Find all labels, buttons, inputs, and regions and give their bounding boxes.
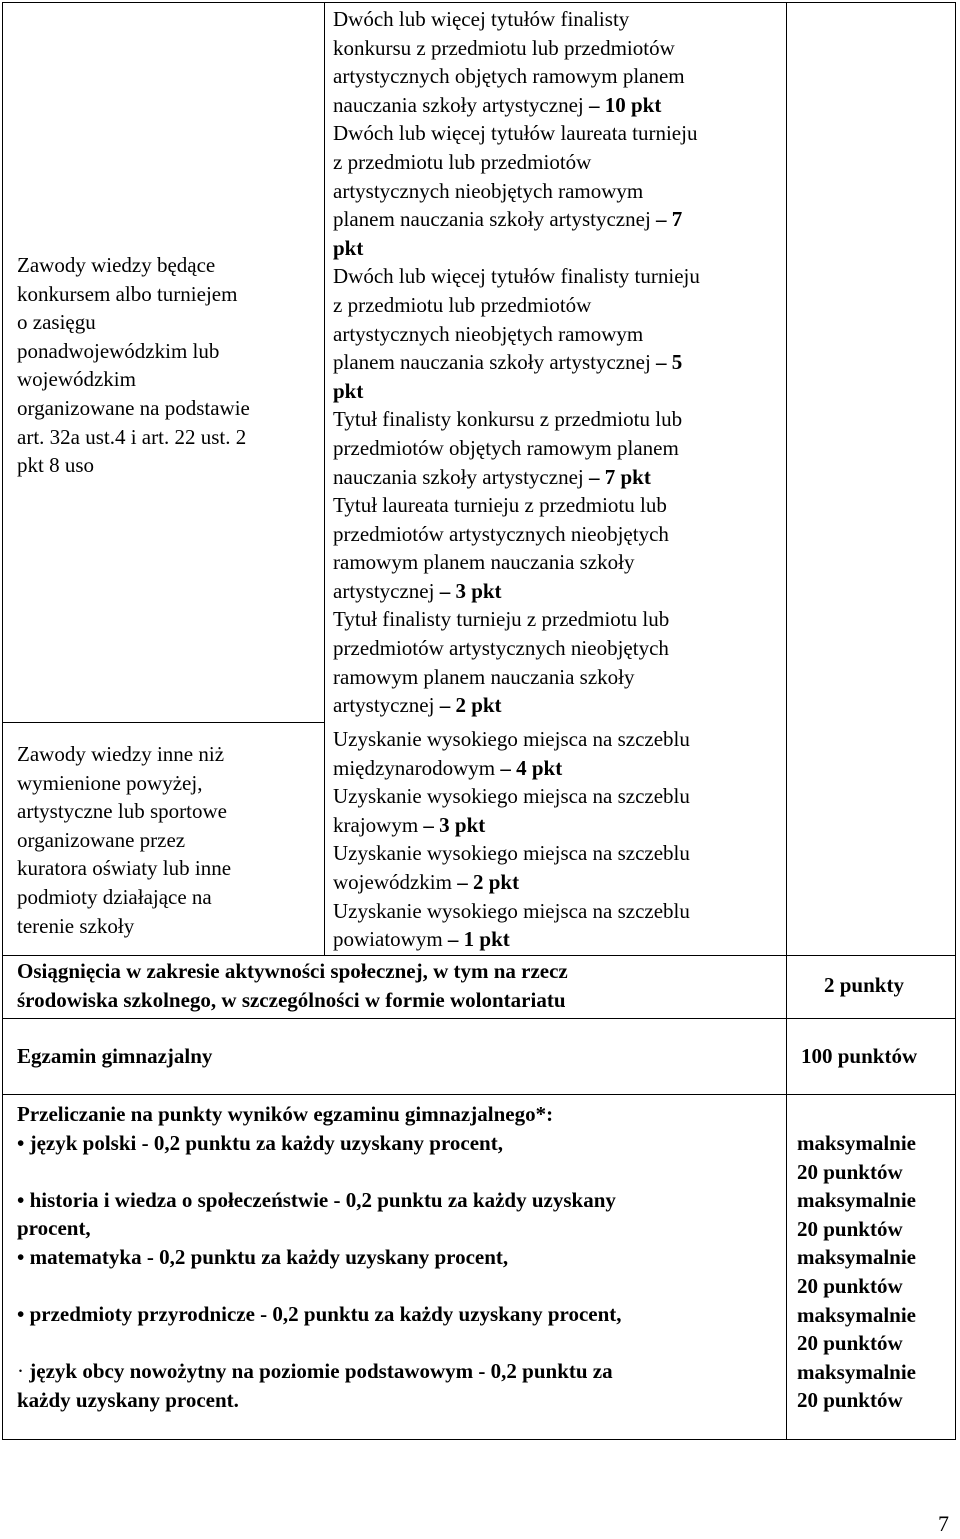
entry-line: Dwóch lub więcej tytułów laureata turnieju bbox=[333, 121, 698, 146]
entry-line: z przedmiotu lub przedmiotów bbox=[333, 292, 592, 317]
table-divider bbox=[2, 955, 956, 956]
entry-points: – 1 pkt bbox=[447, 927, 510, 952]
page-number: 7 bbox=[938, 1511, 949, 1536]
entry-line: artystycznych objętych ramowym planem bbox=[333, 64, 685, 89]
social-activity-label: Osiągnięcia w zakresie aktywności społecznej, w tym na rzecz środowiska szkolnego, w szczególności w formie wolontariatu bbox=[17, 959, 568, 1012]
conversion-max-points: maksymalnie 20 punktów maksymalnie 20 punktów maksymalnie 20 punktów maksymalnie 20 punktów maksymalnie 20 punktów bbox=[797, 1131, 917, 1413]
category-line: organizowane na podstawie bbox=[17, 395, 250, 420]
entry-points: – 2 pkt bbox=[439, 693, 502, 718]
entry-line: artystycznej – 3 pkt bbox=[333, 578, 502, 603]
category-line: artystyczne lub sportowe bbox=[17, 799, 227, 824]
entry-line: planem nauczania szkoły artystycznej – 7 bbox=[333, 207, 683, 232]
entry-points: – 10 pkt bbox=[588, 92, 662, 117]
entry-line: wojewódzkim – 2 pkt bbox=[333, 869, 520, 894]
entry-line: Dwóch lub więcej tytułów finalisty bbox=[333, 7, 630, 31]
conversion-item-cont: procent, bbox=[17, 1216, 91, 1241]
entry-points: – 3 pkt bbox=[439, 578, 502, 603]
entry-points-tail: pkt bbox=[333, 235, 364, 260]
conversion-item: • przedmioty przyrodnicze - 0,2 punktu za każdy uzyskany procent, bbox=[17, 1302, 622, 1327]
category-line: Zawody wiedzy będące bbox=[17, 253, 216, 277]
entry-line: ramowym planem nauczania szkoły bbox=[333, 664, 635, 689]
category-line: wymienione powyżej, bbox=[17, 770, 203, 795]
competition-entries-regional bbox=[333, 5, 700, 720]
social-activity-points: 2 punkty bbox=[824, 973, 904, 997]
category-line: Zawody wiedzy inne niż bbox=[17, 742, 225, 766]
table-divider bbox=[786, 2, 787, 1440]
entry-points: – 3 pkt bbox=[423, 812, 486, 837]
entry-line: przedmiotów objętych ramowym planem bbox=[333, 435, 679, 460]
entry-line: konkursu z przedmiotu lub przedmiotów bbox=[333, 35, 675, 60]
competition-entries-local bbox=[333, 725, 690, 954]
category-line: o zasięgu bbox=[17, 310, 96, 335]
bullet-icon: • bbox=[17, 1302, 25, 1327]
conversion-item: · język obcy nowożytny na poziomie podstawowym - 0,2 punktu za bbox=[17, 1359, 613, 1384]
entry-points: – 7 pkt bbox=[588, 464, 651, 489]
category-line: konkursem albo turniejem bbox=[17, 281, 238, 306]
entry-points-tail: pkt bbox=[333, 378, 364, 403]
competition-category-regional bbox=[17, 251, 250, 480]
entry-line: artystycznych nieobjętych ramowym bbox=[333, 178, 644, 203]
competition-category-local bbox=[17, 740, 231, 940]
exam-label: Egzamin gimnazjalny bbox=[17, 1044, 213, 1068]
bullet-icon: • bbox=[17, 1244, 25, 1269]
entry-line: Dwóch lub więcej tytułów finalisty turnieju bbox=[333, 264, 700, 289]
entry-points: – 7 bbox=[656, 207, 683, 232]
entry-line: Tytuł finalisty konkursu z przedmiotu lub bbox=[333, 407, 683, 432]
category-line: ponadwojewódzkim lub bbox=[17, 338, 220, 363]
conversion-item: • historia i wiedza o społeczeństwie - 0,2 punktu za każdy uzyskany bbox=[17, 1187, 616, 1212]
entry-points: – 4 pkt bbox=[500, 755, 563, 780]
bullet-icon: • bbox=[17, 1187, 25, 1212]
table-divider bbox=[2, 1018, 956, 1019]
entry-points: – 2 pkt bbox=[457, 869, 520, 894]
entry-line: artystycznych nieobjętych ramowym bbox=[333, 321, 644, 346]
entry-line: planem nauczania szkoły artystycznej – 5 bbox=[333, 350, 683, 375]
category-line: kuratora oświaty lub inne bbox=[17, 856, 232, 881]
category-line: terenie szkoły bbox=[17, 913, 135, 938]
category-line: wojewódzkim bbox=[17, 367, 136, 392]
entry-line: międzynarodowym – 4 pkt bbox=[333, 755, 563, 780]
entry-line: przedmiotów artystycznych nieobjętych bbox=[333, 636, 669, 661]
entry-points: – 5 bbox=[656, 350, 683, 375]
entry-line: ramowym planem nauczania szkoły bbox=[333, 550, 635, 575]
exam-points: 100 punktów bbox=[801, 1044, 918, 1068]
category-line: pkt 8 uso bbox=[17, 453, 95, 478]
conversion-item: • matematyka - 0,2 punktu za każdy uzyskany procent, bbox=[17, 1244, 509, 1269]
entry-line: artystycznej – 2 pkt bbox=[333, 693, 502, 718]
entry-line: Uzyskanie wysokiego miejsca na szczeblu bbox=[333, 784, 690, 809]
bullet-icon: · bbox=[17, 1359, 24, 1384]
table-divider bbox=[324, 2, 325, 955]
category-line: podmioty działające na bbox=[17, 884, 212, 909]
table-divider bbox=[2, 722, 324, 723]
entry-line: Tytuł laureata turnieju z przedmiotu lub bbox=[333, 493, 667, 518]
bullet-icon: • bbox=[17, 1130, 25, 1155]
entry-line: nauczania szkoły artystycznej – 10 pkt bbox=[333, 92, 662, 117]
entry-line: Uzyskanie wysokiego miejsca na szczeblu bbox=[333, 898, 690, 923]
entry-line: Uzyskanie wysokiego miejsca na szczeblu bbox=[333, 727, 690, 751]
conversion-title: Przeliczanie na punkty wyników egzaminu gimnazjalnego*: bbox=[17, 1102, 554, 1126]
category-line: organizowane przez bbox=[17, 827, 186, 852]
entry-line: powiatowym – 1 pkt bbox=[333, 927, 510, 952]
entry-line: Uzyskanie wysokiego miejsca na szczeblu bbox=[333, 841, 690, 866]
category-line: art. 32a ust.4 i art. 22 ust. 2 bbox=[17, 424, 247, 449]
entry-line: Tytuł finalisty turnieju z przedmiotu lub bbox=[333, 607, 670, 632]
entry-line: krajowym – 3 pkt bbox=[333, 812, 486, 837]
entry-line: z przedmiotu lub przedmiotów bbox=[333, 149, 592, 174]
entry-line: przedmiotów artystycznych nieobjętych bbox=[333, 521, 669, 546]
conversion-item-cont: każdy uzyskany procent. bbox=[17, 1387, 239, 1412]
conversion-item: • język polski - 0,2 punktu za każdy uzyskany procent, bbox=[17, 1130, 503, 1155]
table-divider bbox=[2, 1094, 956, 1095]
conversion-section bbox=[17, 1100, 622, 1415]
entry-line: nauczania szkoły artystycznej – 7 pkt bbox=[333, 464, 651, 489]
